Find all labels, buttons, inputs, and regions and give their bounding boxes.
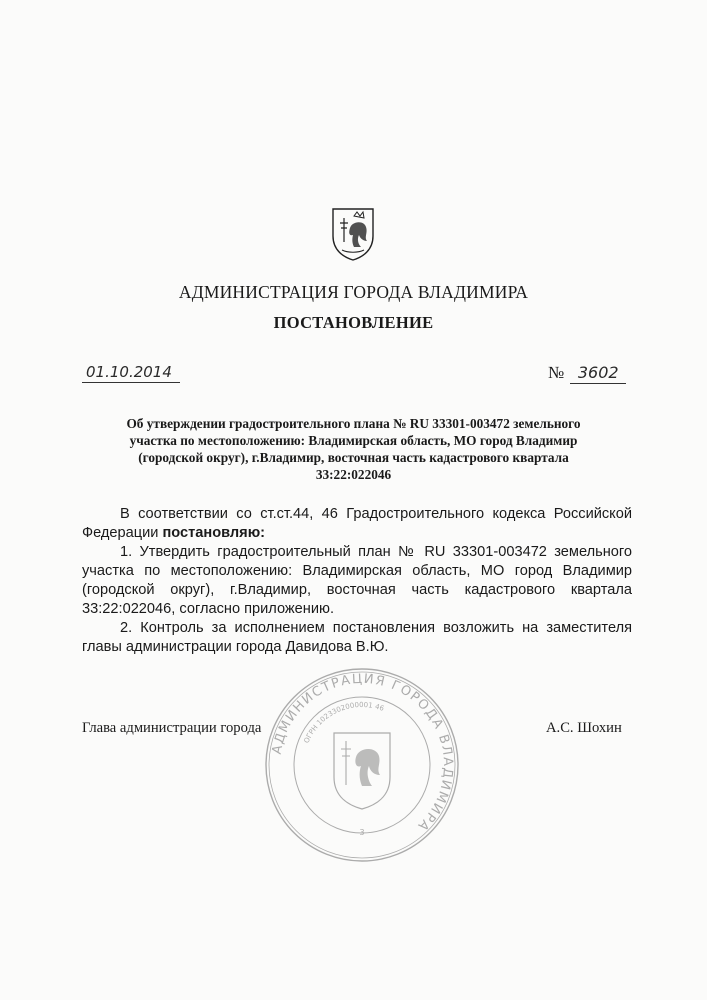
subject-line: участка по местоположению: Владимирская область, МО город Владимир — [129, 433, 578, 448]
document-type: ПОСТАНОВЛЕНИЕ — [273, 313, 434, 332]
city-emblem-icon — [330, 206, 376, 262]
document-date: 01.10.2014 — [82, 362, 180, 383]
number-sign: № — [548, 363, 565, 382]
item-1-paragraph: 1. Утвердить градостроительный план № RU 33301-003472 земельного участка по местоположению: Владимирская область, МО город Владимир (городской округ), г.Владимир, восточная часть кадастрового квартала 33:22:022046, согласно приложению. — [82, 544, 632, 617]
seal-outer-text: АДМИНИСТРАЦИЯ ГОРОДА ВЛАДИМИРА — [269, 671, 456, 835]
item-2-paragraph: 2. Контроль за исполнением постановления возложить на заместителя главы администрации города Давидова В.Ю. — [82, 620, 632, 655]
official-seal — [262, 665, 462, 865]
preamble-paragraph — [82, 505, 632, 543]
subject-line: Об утверждении градостроительного плана № RU 33301-003472 земельного — [126, 416, 581, 431]
number-value: 3602 — [570, 363, 626, 384]
subject-line: 33:22:022046 — [315, 467, 392, 482]
svg-text:ОГРН 1023302000001 46 — [303, 701, 386, 744]
document-subject — [100, 415, 607, 483]
seal-bottom-mark: 3 — [359, 828, 365, 837]
organization-name: АДМИНИСТРАЦИЯ ГОРОДА ВЛАДИМИРА — [178, 282, 529, 302]
seal-inner-text: ОГРН 1023302000001 46 — [302, 700, 386, 745]
decree-word: постановляю: — [162, 525, 266, 541]
document-number — [548, 363, 626, 384]
signatory-title: Глава администрации города — [82, 720, 262, 736]
document-body — [82, 505, 632, 657]
signatory-name: А.С. Шохин — [546, 720, 622, 736]
preamble-text: В соответствии со ст.ст.44, 46 Градостроительного кодекса Российской Федерации — [82, 506, 632, 541]
subject-line: (городской округ), г.Владимир, восточная часть кадастрового квартала — [138, 450, 569, 465]
